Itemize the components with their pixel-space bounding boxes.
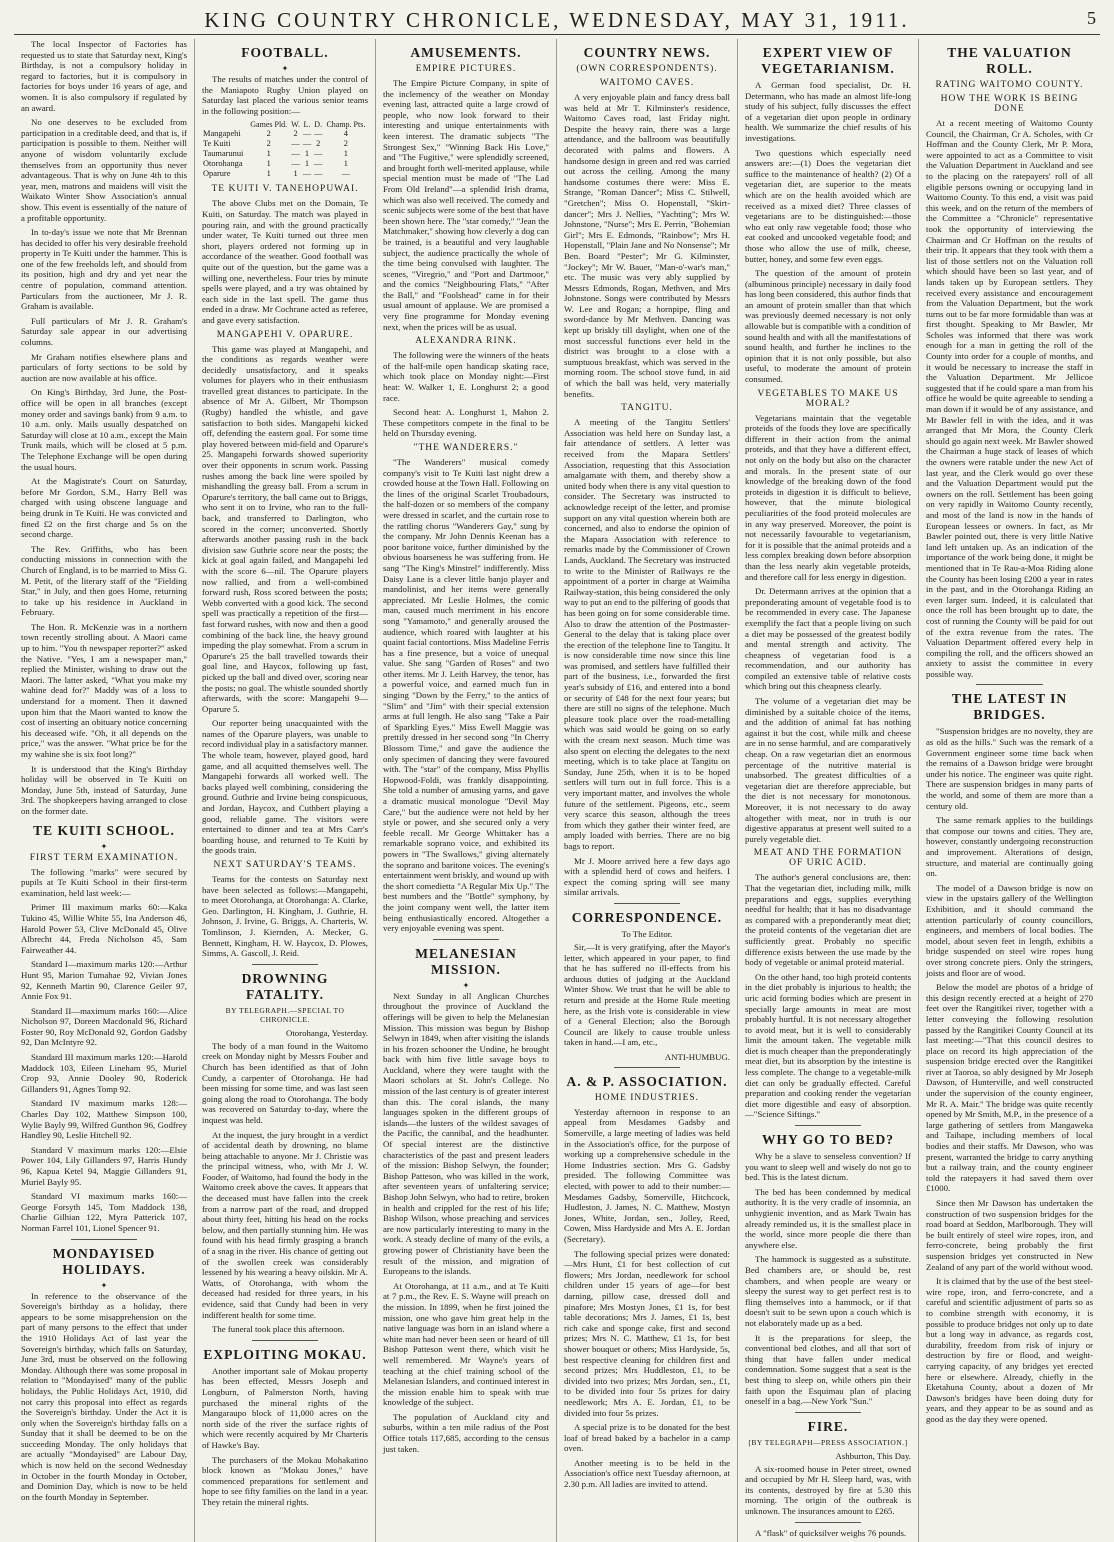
paragraph: A very enjoyable plain and fancy dress ball was held at Mr T. Kilminster's residence, Waitomo Caves road, last Friday night. Despite the heavy rain, there was a large attendance, and the ballroom was beautifully decorated with palms and flowers. A handsome design in green and red was carried out across the ceiling. Among the many handsome costumes there were: Miss E. Strange, "Roman Dancer"; Miss C. Stilwell, "Gretchen"; Miss O. Hopenstall, "Skirt-dancer"; Mrs J. Nellies, "Yachting"; Mrs W. Johnstone, "Nurse"; Mrs E. Perrin, "Bohemian Girl"; Mrs E. Edmonds, "Rainbow"; Mrs H. Hopenstall, "Plain Jane and No Nonsense"; Mr Ben. Board "Pester"; Mr G. Kilminster, "Jockey"; Mr W. Bauer, "Man-o'-war's man," etc. The music was very ably supplied by Messrs Edmonds, Rogan, Methven, and Mrs Johnstone. Songs were contributed by Messrs W. Lee and Rogan; a hornpipe, fling and sword-dance by Mr Methven. Dancing was kept up briskly till daylight, when one of the most successful functions ever held in the district was brought to a close with a sumptuous breakfast, which was served in the morning room. The school stove fund, in aid of which the ball was held, very materially benefits. <box>564 92 730 399</box>
article-heading: THE LATEST IN BRIDGES. <box>951 691 1068 723</box>
table-cell: Taumarunui <box>203 149 244 159</box>
table-cell: 4 <box>343 129 348 139</box>
paragraph: Another meeting is to be held in the Association's office next Tuesday afternoon, at 2.30 p.m. All ladies are invited to attend. <box>564 1457 730 1490</box>
table-cell: 2 <box>266 129 271 139</box>
paragraph: Primer III maximum marks 60:—Kaka Tukino 45, Willie White 55, Ina Anderson 46, Harold Power 53, Clive McDonald 45, Olive Albrecht 44, Freda Nicholson 45, Sam Fairweather 44. <box>21 902 187 955</box>
divider <box>71 1239 137 1240</box>
column-header: Champ. Pts. <box>326 120 366 130</box>
column-header <box>202 120 248 129</box>
paragraph: The author's general conclusions are, then: That the vegetarian diet, including milk, milk preparations and eggs, supplies everything needful for health; that it has no disadvantage as compared with a preponderantly meat diet; the proteid contents of the vegetarian diet are sufficiently great. Probably no specific difference exists between the use made by the body of vegetable or animal proteid material. <box>745 872 911 968</box>
column-4 <box>557 39 738 1542</box>
masthead-title: KING COUNTRY CHRONICLE, WEDNESDAY, MAY 31, 1911. <box>204 7 910 32</box>
article-subheading: EMPIRE PICTURES. <box>415 64 517 74</box>
paragraph: Two questions which especially need answers are:—(1) Does the vegetarian diet suffice to the maintenance of health? (2) Of a vegetarian diet, are superior to the meats which are on the health avoided which are received as a mixed diet? Three classes of vegetarians are to be distinguished:—those who eat only raw vegetable food; those who eat cooked and uncooked vegetable food; and those who allow the use of milk, cheese, butter, honey, and some few even eggs. <box>745 147 911 264</box>
table-cell: — <box>291 139 300 149</box>
paragraph: The Rev. Griffiths, who has been conducting missions in connection with the Church of England, is to be married to Miss G. M. Petit, of the literary staff of the "Fielding Star," in July, and then goes Home, returning to take up his residence in Auckland in February. <box>21 543 187 618</box>
paragraph: At the Magistrate's Court on Saturday, before Mr Gordon, S.M., Harry Bell was charged with using obscene language and being drunk in Te Kuiti. He was convicted and fined £2 on the first charge and 5s on the second charge. <box>21 476 187 540</box>
article-heading: FIRE. <box>807 1418 849 1434</box>
table-row <box>202 139 368 149</box>
table-cell: — <box>314 159 323 169</box>
paragraph: Another important sale of Mokau property has been effected, Messrs Joseph and Longburn, of Palmerston North, having purchased the mineral rights of the Mangaraupo block of 11,000 acres on the north side of the river the surface rights of which were recently acquired by Mr Charteris of Hawke's Bay. <box>202 1365 368 1450</box>
paragraph: Standard II—maximum marks 160:—Alice Nicholson 97, Doreen Macdonald 96, Richard Foster 90, Roy McDonald 92, Gordon Gadsby 92, Dan McIntyre 92. <box>21 1005 187 1048</box>
paragraph: Standard IV maximum marks 128:—Charles Day 102, Matthew Simpson 100, Wylie Bayly 99, Wilfred Gunthon 96, Godfrey Handley 90, Leslie Hitchell 92. <box>21 1098 187 1141</box>
divider <box>252 1340 318 1341</box>
paragraph: A meeting of the Tangitu Settlers' Association was held here on Sunday last, a fair attendance of settlers. A letter was received from the Mapara Settlers' Association, requesting that this Association amalgamate with them, and thereby show a united body when there is any vital question to consider. The Secretary was instructed to acknowledge receipt of the letter, and promise support on any vital question wherein both are concerned, and also to endorse the opinion of the Mapara Association with reference to remarks made by the Commissioner of Crown Lands, Auckland. The Secretary was instructed to write to the Minister of Railways re the appointment of a porter in charge at Waimiha Railway-station, this being considered the only way to put an end to the pilfering of goods that has been going on for some considerable time. Also to draw the attention of the Postmaster-General to the delay that is taking place over the erection of the telephone line to Tangitu. It is now considerable time now since this line was promised, and settlers have fulfilled their part of the business, i.e., forwarded the first year's subsidy of £16, and entered into a bond or security of £48 for the next four years; but there are still no signs of the telephone. Much pleasure took place over the road-metalling which was said would be going on so early with the cream next season. Much time was also spent on electing the delegates to the next meeting, which is to take place at Tangitu on Sunday, June 25th, when it is to be hoped settlers will turn out in full force. This is a very important matter, and involves the whole future of the settlement. Pigeons, etc., seem very scarce this season, although the trees from which they gather their winter feed, are amply loaded with berries. There are no big bags to report. <box>564 417 730 851</box>
paragraph: Mr Graham notifies elsewhere plans and particulars of forty sections to be sold by auction are now available at his office. <box>21 351 187 383</box>
table-cell: 2 <box>293 129 298 139</box>
table-row <box>202 149 368 159</box>
table-cell: 1 <box>293 169 298 179</box>
paragraph: In to-day's issue we note that Mr Brennan has decided to offer his very desirable freehold property in Te Kuiti under the hammer. This is one of the few freeholds left, and should from its position, high and dry and yet near the centre of population, command attention. Particulars from the auctioneer, Mr J. R. Graham is available. <box>21 227 187 312</box>
column-header: W. <box>291 120 300 130</box>
table-cell: — <box>291 149 300 159</box>
paragraph: Teams for the contests on Saturday next have been selected as follows:—Mangapehi, to meet Otorohanga, at Otorohanga: A. Clarke, Geo. Darlington, H. Kingham, J. Guthrie, H. Johnson, J. Irvine, G. Briggs, A. Charteris, W. Tomlinson, J. Kiernden, A. Mecker, G. Bennett, Kingham, H. W. Haycox, D. Plowes, Simms, A. Gascoll, J. Reid. <box>202 874 368 959</box>
paragraph: Full particulars of Mr J. R. Graham's Saturday sale appear in our advertising columns. <box>21 315 187 348</box>
paragraph: At a recent meeting of Waitomo County Council, the Chairman, Cr A. Scholes, with Cr Hoffman and the County Clerk, Mr P. Mora, were appointed to act as a Committee to visit the Valuation Department in Auckland and see to the placing on the ratepayers' roll of all eligible persons owning or occupying land in Waitomo County. To this end, a visit was paid this week, and on the return of the members of the Committee a "Chronicle" representative took the opportunity of interviewing the Chairman and Cr Hoffman on the results of their trip. It appears that they took with them a list of those settlers not on the Valuation roll which should have been so last year, and of lands taken up by European settlers. They received every assistance and encouragement from the Valuation Department, but the work turns out to be far more formidable than was at first thought. Speaking to Mr Bawler, Mr Scholes was informed that there was work enough for a man in getting the roll of the County into order for a couple of months, and it would be necessary to increase the staff in the Valuation Department. Mr Jellicoe suggested that if he could spare a man from his office he would be quite agreeable to sending a man down if it would be of any assistance, and Mr Bawler fell in with the idea, and it was arranged that Mr Mora, the County Clerk should go again next week. Mr Bawler showed the Chairman a huge stack of leases of which the owners were ratable under the new Act of last year, and the Clerk would go over these and the Valuation Department would put the owners on the roll. Settlement has been going on very rapidly in Waitomo County recently, and most of the land is now in the hands of European lessees or owners. In fact, as Mr Bawler pointed out, there is very little Native land left untaken up. As an indication of the importance of the work being done, it might be mentioned that in Te Rau-a-Moa Riding alone the County has been losing £200 a year in rates in the past, and in the Otorohanga Riding an even larger sum. Indeed, it is calculated that once the roll has been brought up to date, the cost of running the County will be paid for out of the extra revenue from the rates. The Valuation Department offered every help in compiling the roll, and the officers showed an anxiety to assist the committee in every possible way. <box>926 118 1093 679</box>
table-row <box>202 159 368 169</box>
paragraph: A "flask" of quicksilver weighs 76 pounds. <box>755 1527 907 1538</box>
article-heading: TE KUITI SCHOOL. <box>33 822 175 838</box>
paragraph: The purchasers of the Mokau Mohakatino block known as "Mokau Jones," have commenced preparations for settlement and hope to see fifty families on the land in a year. They retain the mineral rights. <box>202 1454 368 1507</box>
paragraph: Standard V maximum marks 120:—Elsie Power 104, Lily Gillanders 97, Harris Hundy 96, Kapua Ketel 94, Maggie Gillanders 91, Muriel Bayly 95. <box>21 1144 187 1187</box>
paragraph: The question of the amount of protein (albuminous principle) necessary in daily food has long been considered, this author finds that an amount of protein smaller than that which was previously deemed necessary is not only allowable but is compatible with a condition of sound health and with all the manifestations of sound health, and further he inclines to the opinion that it is not only possible, but also useful, to moderate the amount of protein consumed. <box>745 268 911 385</box>
article-heading: COUNTRY NEWS. <box>583 45 711 60</box>
separator-star-icon: ✦ <box>462 980 470 990</box>
article-heading: EXPERT VIEW OF VEGETARIANISM. <box>761 45 895 76</box>
article-subheading: TANGITU. <box>621 403 673 414</box>
paragraph: Yesterday afternoon in response to an appeal from Mesdames Gadsby and Somerville, a large meeting of ladies was held in the Association's office, for the purpose of working up a comprehensive schedule in the Home Industries section. Mrs G. Gadsby presided. The following Committee was elected, with power to add to their number:—Mesdames Gadsby, Somerville, Hitchcock, Hudleston, J. James, N. C. Matthew, Mostyn Jones, White, Jordan, sen., Jolley, Reed, Cowen, Miss Hardyside and Mrs A. E. Jordan (Secretary). <box>564 1106 730 1244</box>
table-cell: Te Kuiti <box>203 139 231 149</box>
signature: ANTI-HUMBUG. <box>664 1051 730 1062</box>
paragraph: Standard I—maximum marks 120:—Arthur Hunt 95, Marion Tumahae 92, Vivian Jones 92, Kenneth Martin 90, Clarence Geiler 97, Annie Fox 91. <box>21 959 187 1002</box>
article-subheading: NEXT SATURDAY'S TEAMS. <box>213 860 357 870</box>
column-2 <box>195 39 376 1542</box>
paragraph: The Hon. R. McKenzie was in a northern town recently strolling about. A Maori came up to him. "You th newspaper reporter?" asked the Native. "Yes, I am a newspaper man," replied the Minister, wishing to draw out the Maori. The latter asked, "What you make my wahine dead for?" Maddy was of a loss to understand for a moment. Then it dawned upon him that the Maori wanted to know the cost of inserting an obituary notice concerning his deceased wife. "Oh, it all depends on the price," was the answer. "What price be for the my wahine she is six foot long?" <box>21 621 187 759</box>
separator-star-icon: ✦ <box>100 841 108 851</box>
paragraph: The above Clubs met on the Domain, Te Kuiti, on Saturday. The match was played in pouring rain, and with the ground practically under water, Te Kuiti turned out three men short, players ordered not forming up in accordance of the weather. Good football was quite out of the question, but the game was a willing one, nevertheless. Four tries by minute spells were played, and a try was obtained by each side in the last spell. The game thus ended in a draw. Mr Cochrane acted as referee, and gave every satisfaction. <box>202 198 368 325</box>
column-6 <box>919 39 1100 1542</box>
column-3 <box>376 39 557 1542</box>
article-subheading: HOME INDUSTRIES. <box>594 1092 700 1103</box>
table-cell: — <box>302 139 312 149</box>
table-cell: — <box>291 159 300 169</box>
article-subheading: "THE WANDERERS." <box>413 443 519 453</box>
table-cell: Otorohanga <box>203 159 243 169</box>
column-header: D. <box>314 120 323 130</box>
paragraph: Why be a slave to senseless convention? If you want to sleep well and wisely do not go to bed. This is the latest dictum. <box>745 1151 911 1183</box>
paragraph: This game was played at Mangapehi, and the conditions as regards weather were decidedly unsatisfactory, and it speaks volumes for players who in their enthusiasm travelled great distances to participate. In the absence of Mr A. Gilbert, Mr Thompson (Rugby) handled the whistle, and gave satisfaction to both sides. Mangapehi kicked off, defending the eastern goal. For some time play hovered between mid-field and Oparure's 25. Mangapehi forwards showed superiority over their opponents in scrum work. Passing rushes among the back line were spoiled by mishandling the greasy ball. From a scrum in Oparure's territory, the ball came out to Briggs, who sent it on to Irvine, who ran to the full-back, and transferred to Darlington, who scored in the corner; unconverted. Shortly afterwards another passing rush in the back division saw Guthrie score near the posts; the kick at goal again failed, and Mangapehi led with the score 6—nil. The Oparure players now rallied, and from a well-combined forward rush, Ross scored between the posts; Webb converted with a good kick. The second spell was practically a repetition of the first—fast forward rushes, with now and then a good combining of the back line, the heavy ground impeding the play somewhat. From a scrum in Oparure's 25 the ball travelled towards their goal line, and Haycox, following up fast, picked up the ball and dived over, scoring near the posts; no goal. The whistle sounded shortly afterwards, with the score: Mangapehi 9—Oparure 5. <box>202 343 368 714</box>
article-heading: FOOTBALL. <box>241 45 329 60</box>
table-cell: — <box>314 169 323 179</box>
paragraph: At the inquest, the jury brought in a verdict of accidental death by drowning, no blame being attachable to anyone. Mr J. Christie was the principal witness, who, with Mr J. W. Fooder, of Waitomo, had found the body in the Waitomo creek above the caves. It appears that the deceased must have fallen into the creek from a narrow part of the road, and dropped about thirty feet, hitting his head on the rocks below, and then partially stunning him. He was found with his head firmly grasping a branch of a snag in the river. His chance of getting out of the swollen creek was considerably lessened by his wearing a heavy oilskin. Mr A. Watts, of Otorohanga, with whom the deceased had resided for three years, in his evidence, said that Cundy had been in very indifferent health for some time. <box>202 1129 368 1320</box>
paragraph: A special prize is to be donated for the best loaf of bread baked by a bachelor in a camp oven. <box>564 1422 730 1454</box>
article-heading: MELANESIAN MISSION. <box>415 945 517 977</box>
table-row <box>202 129 368 139</box>
paragraph: It is understood that the King's Birthday holiday will be observed in Te Kuiti on Monday, June 5th, instead of Saturday, June 3rd. The shopkeepers having arranged to close on the former date. <box>21 763 187 816</box>
table-cell: 1 <box>266 149 271 159</box>
table-cell: Mangapehi <box>203 129 241 139</box>
local-news <box>21 39 187 817</box>
article-heading: CORRESPONDENCE. <box>571 909 723 925</box>
paragraph: The following special prizes were donated:—Mrs Hunt, £1 for best collection of cut flowers; Mrs Jordan, needlework for school children under 15 years of age—for best darning, pillow case, dressed doll and pinafore; Mrs Mostyn Jones, £1 1s, for best table decorations; Mrs J. James, £1 1s, best rich cake and sponge cake, first and second prizes; Mrs N. C. Matthew, £1 1s, for best shower bouquet or others; Miss Hardyside, 5s, best respective cleaning for children first and second prizes; Mrs Huddleston, £1, to be divided into two prizes; Mrs Jordan, sen., £1, to be divided into four 5s prizes for dairy needlework; Mrs A. E. Jordan, £1, to be divided into four 5s prizes. <box>564 1248 730 1418</box>
divider <box>433 939 499 940</box>
article-subheading: WAITOMO CAVES. <box>599 78 695 88</box>
article-subheading: ALEXANDRA RINK. <box>415 336 517 347</box>
standings-table <box>202 120 368 179</box>
table-cell: 1 <box>304 149 310 159</box>
paragraph: Since then Mr Dawson has undertaken the construction of two suspension bridges for the road board at Seddon, Marlborough. They will be built entirely of steel wire ropes, iron, and ferro-concrete, being probably the first suspension bridges yet constructed in New Zealand of any part of the world without wood. <box>926 1198 1093 1272</box>
table-cell: Oparure <box>203 169 231 179</box>
paragraph: The same remark applies to the buildings that compose our towns and cities. They are, however, constantly undergoing reconstruction and improvement. Alterations of design, structure, and material are continually going on. <box>926 815 1093 879</box>
paragraph: On King's Birthday, 3rd June, the Post-office will be open in all branches (except money order and savings bank) from 9 a.m. to 10 a.m. only. Mails usually despatched on Saturday will close at 10 a.m., except the Main Trunk mails, which will be closed at 5 p.m. The Telephone Exchange will be open during the usual hours. <box>21 387 187 472</box>
paragraph: On the other hand, too high proteid contents in the diet probably is injurious to health; the uric acid forming bodies which are present in specially large amounts in meat are most probably hurtful. It is not necessary altogether to avoid meat, but it is well to considerably limit the amount taken. The vegetable milk diet is much cheaper than the preponderatingly meat diet, but its absorption by the intestine is less complete. The change to a vegetable-milk diet can only be gradually effected. Careful preparation and cooking render the vegetarian diet more digestible and easy of absorption.—"Science Siftings." <box>745 971 911 1120</box>
telegraph-credit: BY TELEGRAPH.—SPECIAL TO CHRONICLE. <box>225 1005 345 1024</box>
article-subheading: TE KUITI V. TANEHOPUWAI. <box>211 184 359 195</box>
article-heading: MONDAYISED HOLIDAYS. <box>52 1245 156 1277</box>
article-subheading: VEGETABLES TO MAKE US MORAL? <box>757 388 899 409</box>
article-subheading: (OWN CORRESPONDENTS). <box>576 64 718 74</box>
paragraph: Below the model are photos of a bridge of this design recently erected at a height of 270 feet over the Rangitikei river, together with a letter conveying the following resolution passed by the Rangitikei County Council at its last meeting:—"That this council desires to place on record its high appreciation of the suspension bridge erected over the Rangitikei river at Taoroa, so ably designed by Mr Joseph Dawson, of Hunterville, and well constructed under the supervision of the county engineer, Mr R. A. Mair." The bridge was quite recently opened by Mr Smith, M.P., in the presence of a large gathering of settlers from Mangaweka and Taihape, including members of local bodies and their staffs. Mr Dawson, who was present, warranted the bridge to carry anything but a railway train, and the county engineer told the ratepayers it had saved them over £1000. <box>926 982 1093 1194</box>
paragraph: The results of matches under the control of the Maniapoto Rugby Union played on Saturday last placed the various senior teams in the following position:— <box>202 74 368 116</box>
paragraph: Next Sunday in all Anglican Churches throughout the province of Auckland the offerings will be given to help the Melanesian Mission. This mission was begun by Bishop Selwyn in 1849, when after visiting the islands in his frozen schooner the Undine, he brought back with him five little savage boys to Auckland, where they were taught with the Maori scholars at St. John's College. No mission of the last century is of greater interest than this. The coral islands, the many languages spoken in the different groups of islands—the lusters of the wildest savages of the Pacific, the cannibal, and the headhunter. Of special interest are the distinctive characteristics of the past and present leaders of the mission: Bishop Selwyn, the founder; Bishop Patteson, who was killed in the work, after seventeen years of unfaltering service; Bishop John Selwyn, who had to retire, broken in health and crippled for the rest of his life; Bishop Wilson, whose preaching and services are now particularly interesting to many in the work. A steady decline of many of the evils, a growing power of Christianity have been the result of the mission, and migration of Europeans to the islands. <box>383 990 549 1277</box>
paragraph: The hammock is suggested as a substitute. Bed chambers are, or should be, rest chambers, and when people are weary or sleepy the surest way to get perfect rest is to fling themselves into a hammock, or if that doesn't suit to be sewn upon a couch which is not elaborately made up as a bed. <box>745 1254 911 1328</box>
separator-star-icon: ✦ <box>281 64 289 73</box>
table-cell: 1 <box>266 159 271 169</box>
paragraph: Dr. Determann arrives at the opinion that a preponderating amount of vegetable food is to be recommended in every case. The Japanese exemplify the fact that a people living on such a diet may be possessed of the greatest bodily and mental strength and activity. The cheapness of vegetarian food is a recommendation, and our authority has compiled an extensive table of relative costs which bring out this cheapness clearly. <box>745 586 911 692</box>
article-subheading: MANGAPEHI V. OPARURE. <box>216 329 354 340</box>
paragraph: The following "marks" were secured by pupils at Te Kuiti School in their first-term examination, held last week:— <box>21 866 187 898</box>
divider <box>614 1067 680 1068</box>
table-cell: — <box>314 149 323 159</box>
masthead <box>14 6 1100 35</box>
paragraph: The funeral took place this afternoon. <box>212 1324 345 1335</box>
table-row <box>202 169 368 179</box>
table-cell: 1 <box>343 159 348 169</box>
paragraph: In reference to the observance of the Sovereign's birthday as a holiday, there appears to be some misapprehension on the part of many persons to the effect that under the 1910 Holidays Act of last year the Sovereign's birthday, which falls on Saturday, June 3rd, must be observed on the following Monday. Although there was some proposal in relation to "Mondayised" many of the public holidays, the Public Holidays Act, 1910, did not carry this proposal into effect as regards the Sovereign's birthday. Under the Act it is only when the Sovereign's birthday falls on a Sunday that it shall be deemed to be on the succeeding Monday. The only holidays that are actually "Mondayised" are Labour Day, which is now held on the second Wednesday in October in the fourth Monday in October, and Dominion Day, which is now to be held on the fourth Monday in September. <box>21 1290 187 1502</box>
paragraph: The body of a man found in the Waitomo creek on Monday night by Messrs Fouber and Church has been identified as that of John Cundy, a carpenter of Otorohanga. He had been missing for some time, and was last seen going along the road to Otorohanga. The body was recovered on Saturday to-day, where the inquest was held. <box>202 1040 368 1125</box>
article-heading: DROWNING FATALITY. <box>241 970 329 1002</box>
paragraph: Sir,—It is very gratifying, after the Mayor's letter, which appeared in your paper, to find that he has suffered no ill-effects from his arduous duties of judging at the Auckland Winter Show. We trust that he will be able to return and preside at the Home Rule meeting here, as the Irish vote is considerable in view of a General Election; also the Borough Council are likely to cause trouble unless taken in hand.—I am, etc., <box>564 941 730 1048</box>
article-heading: THE VALUATION ROLL. <box>947 45 1072 76</box>
dateline: Otorohanga, Yesterday. <box>285 1027 368 1038</box>
divider <box>614 903 680 904</box>
paragraph: No one deserves to be excluded from participation in a creditable deed, and that is, if participation is possible to them. Neither will anyone of wisdom voluntarily exclude themselves from an opportunity thus never advantageous. That is why on June 4th to this year, men, matrons and maidens will visit the Waikato Winter Show Association's annual show. This event is essentially of the nature of a profitable opportunity. <box>21 117 187 223</box>
divider <box>976 684 1043 685</box>
divider <box>252 964 318 965</box>
paragraph: It is the preparations for sleep, the conventional bed clothes, and all that sort of thing that have fallen under medical condemnation. Some suggest that a seat is the best thing to sleep on, while others pin their faith upon the Esquimau plan of placing oneself in a bag.—New York "Sun." <box>745 1332 911 1407</box>
divider <box>795 1125 861 1126</box>
paragraph: Standard VI maximum marks 160:—George Forsyth 145, Tom Maddock 138, Charlie Gilhian 122, Myra Patterick 107, Norman Farrel 101, Lionel Spencer 91. <box>21 1191 187 1233</box>
paragraph: Vegetarians maintain that the vegetable proteids of the foods they love are specifically different in their action from the animal proteids, and that they have a different effect, not only on the body but also on the character and morals. In the present state of our knowledge of the breaking down of the food proteids in digestion it is difficult to believe, however, that the minute biological peculiarities of the food proteid molecules are in any way preserved. Moreover, the point is not necessarily favourable to vegetarianism, for it is possible that the animal proteids and a less complex breaking down before absorption than the less nearly akin vegetable proteids, and therefore call for less energy in digestion. <box>745 412 911 582</box>
table-header-row <box>202 120 368 129</box>
paragraph: Standard III maximum marks 120:—Harold Maddock 103, Eileen Lineham 95, Muriel Crop 93, Annie Dooley 90, Roderick Gillanders 91, Agnes Tomp 92. <box>21 1052 187 1094</box>
column-header: L. <box>303 120 311 130</box>
article-heading: EXPLOITING MOKAU. <box>203 1346 367 1362</box>
paragraph: The bed has been condemned by medical authority. It is the very cradle of insomnia, an unhygienic invention, and as Mark Twain has already reminded us, it is the smallest place in the world, since more people die there than anywhere else. <box>745 1186 911 1250</box>
columns <box>14 39 1100 1538</box>
paragraph: The local Inspector of Factories has requested us to state that Saturday next, King's Birthday, is not a compulsory holiday in regard to factories, but it is compulsory in factories for boys under 16 years of age, and women. It is also compulsory if regulated by an award. <box>21 39 187 113</box>
telegraph-credit: [BY TELEGRAPH—PRESS ASSOCIATION.] <box>748 1437 908 1447</box>
paragraph: The following were the winners of the heats of the half-mile open handicap skating race, which took place on Monday night:—First heat: W. Walker 1, E. Longhurst 2; a good race. <box>383 350 549 403</box>
divider <box>795 1522 861 1523</box>
table-cell: 2 <box>316 139 321 149</box>
page-number: 5 <box>1087 8 1096 28</box>
table-cell: — <box>302 169 312 179</box>
paragraph: At Otorohanga, at 11 a.m., and at Te Kuiti at 7 p.m., the Rev. E. S. Wayne will preach on the mission. In 1899, when he first joined the mission, one who gave him great help in the native language was born in an island where a white man had never been seen or heard of till Bishop Patteson went there, which visit he well remembered. Mr Wayne's years of teaching at the chief training school of the Melanesian Islanders, and continued interest in the mission enable him to speak with true knowledge of the subject. <box>383 1280 549 1408</box>
table-cell: 1 <box>266 169 271 179</box>
article-heading: AMUSEMENTS. <box>410 45 522 60</box>
salutation: To The Editor. <box>621 928 673 939</box>
table-cell: — <box>314 129 323 139</box>
table-cell: 2 <box>343 139 348 149</box>
paragraph: A German food specialist, Dr. H. Determann, who has made an almost life-long study of his subject, fully discusses the effect of a vegetarian diet upon people in ordinary health. We summarize the chief results of his investigations. <box>745 80 911 143</box>
column-header: Games Pld. <box>250 120 288 130</box>
column-5 <box>738 39 919 1542</box>
article-subheading: FIRST TERM EXAMINATION. <box>29 852 179 863</box>
table-cell: — <box>302 129 312 139</box>
article-subheading: MEAT AND THE FORMATION OF URIC ACID. <box>753 848 903 869</box>
paragraph: The model of a Dawson bridge is now on view in the upstairs gallery of the Wellington Exhibition, and it should command the attention particularly of county councillors, engineers, and members of local bodies. The model, about seven feet in length, exhibits a bridge suspended on steel wire ropes hung over strong concrete piers. Only the stringers, joists and floor are of wood. <box>926 882 1093 978</box>
table-cell: 2 <box>266 139 271 149</box>
table-cell: 1 <box>343 149 348 159</box>
paragraph: "Suspension bridges are no novelty, they are as old as the hills." Such was the remark of a Government engineer some time back when the remains of a Dawson bridge were brought under his notice. The engineer was quite right. There are suspension bridges in many parts of the world, and some of them are more than a century old. <box>926 726 1093 811</box>
paragraph: Mr J. Moore arrived here a few days ago with a splendid herd of cows and heifers. I expect the coming spring will see many similar arrivals. <box>564 855 730 898</box>
separator-star-icon: ✦ <box>100 1280 108 1290</box>
paragraph: The volume of a vegetarian diet may be diminished by a suitable choice of the items, and the addition of animal fat has nothing against it but the cost, while milk and cheese are in no sense harmful, and are comparatively cheap. On a raw vegetarian diet an enormous percentage of the nutritive material is unabsorbed. The greatest difficulties of a vegetarian diet are therefore appreciable, but the diet is not necessary for monotonous. Moreover, it is not necessary to do away altogether with meat, nor in truth is our digestive apparatus at present well suited to a purely vegetable diet. <box>745 696 911 844</box>
paragraph: Second heat: A. Longhurst 1, Mahon 2. These competitors compete in the final to be held on Thursday evening. <box>383 407 549 439</box>
column-1 <box>14 39 195 1542</box>
paragraph: "The Wanderers" musical comedy company's visit to Te Kuiti last night drew a crowded house at the Town Hall. Following on the lines of the original Scarlet Troubadours, the half-dozen or so members of the company were dressed in scarlet, and the curtain rose to the rattling chorus "Wanderers Gay," sung by the company. Mr John Dennis Keenan has a poor baritone voice, further diminished by the obvious hoarseness he was suffering from. He sang "The King's Minstrel" indifferently. Miss Daisy Lane is a clever little banjo player and mandolinist, and her items were generally appreciated. Mr Leslie Holmes, the comic man, caused much merriment in his encore song "Yamamoto," and generally aroused the audience, which roared with laughter at his quaint facial contortions. Miss Madeline Ferris has a fine presence, but a voice of unequal value. She sang "Garden of Roses" and two other items. Mr J. Leith Harvey, the tenor, has a powerful voice, and earned much fun in singing "Down by the Ferry," to the antics of "Slim" and "Jim" with their special extension arms at full length. He also sang "Take a Pair of Sparkling Eyes." Miss Ewell Maggie was prettily dressed in her second song "In Cherry Blossom Time," and gave the audience the only specimen of dancing they were favoured with. The "star" of the company, Miss Phyllis Hopwood-Foldi, was frankly disappointing. She told a number of amusing yarns, and gave a dramatic musical monologue "Devil May Care," but the audience were not held by her style or power, and she secured only a very feeble recall. Mr George Whittaker has a remarkable soprano voice, and exhibited its powers in "The Swallows," giving alternately the soprano and baritone voices. The evening's entertainment went briskly, and wound up with the short comedietta "A Regular Mix Up." The best numbers and the "Bottle" symphony, by the joint company went well, the latter item being enthusiastically encored. Altogether a very enjoyable evening was spent. <box>383 457 549 934</box>
paragraph: It is claimed that by the use of the best steel-wire rope, iron, and ferro-concrete, and a careful and scientific adjustment of parts so as to combine strength with economy, it is possible to produce bridges not only up to date but a long way in advance, as regards cost, durability, freedom from risk of injury or destruction by fire or flood, and weight-carrying capacity, of any bridges yet erected here or elsewhere. Already, chiefly in the Eketahuna County, about a dozen of Mr Dawson's bridges have been doing duty for years, and they appear to be as sound and as good as the day they were opened. <box>926 1276 1093 1424</box>
article-heading: A. & P. ASSOCIATION. <box>566 1073 728 1089</box>
table-cell: — <box>341 169 351 179</box>
paragraph: The Empire Picture Company, in spite of the inclemency of the weather on Monday evening last, attracted quite a large crowd of people, who now look forward to their interesting and unique entertainments with keen interest. The dramatic subjects "The Strongest Sex," "Winning Back His Love," and "The Fugitive," were splendidly screened, and brought forth well-merited applause, while special mention must be made of "The Lad From Old Ireland"—a splendid Irish drama, which was also well received. The comedy and scenic subjects were some of the best that have been shown here. The "star comedy," "Jean the Matchmaker," showing how cleverly a dog can be trained, is a beautiful and very laughable subject, the audience practically the whole of the time being convulsed with laughter. The scenes, "Viregrio," and "Port and Dartmoor," and the comics "Neighbouring Flats," "After the Ball," and "Foolshead" came in for their usual amount of applause. We are promised a very fine programme for Monday evening next, when the prices will be as usual. <box>383 78 549 332</box>
paragraph: Our reporter being unacquainted with the names of the Oparure players, was unable to record individual play in a satisfactory manner. The whole team, however, played good, hard game, and all acquitted themselves well. The Mangapehi forwards all worked well. The backs played well combining, considering the ground. Guthrie and Irvine being conspicuous, and Jordan, Haycox, and Cuthbert playing a good, reliable game. The visitors were entertained to dinner and tea at Mrs Carr's boarding house, and returned to Te Kuiti by the goods train. <box>202 718 368 856</box>
table-cell: 1 <box>304 159 310 169</box>
article-heading: WHY GO TO BED? <box>762 1132 894 1148</box>
article-subheading: RATING WAITOMO COUNTY. <box>935 80 1084 90</box>
dateline: Ashburton, This Day. <box>835 1450 911 1461</box>
paragraph: The population of Auckland city and suburbs, within a ten mile radius of the Post Office totals 117,685, according to the census just taken. <box>383 1411 549 1454</box>
article-subheading: HOW THE WORK IS BEING DONE <box>940 94 1079 114</box>
paragraph: A six-roomed house in Peter street, owned and occupied by Mr H. Sleep hard, was, with its contents, destroyed by fire at 5.30 this morning. The origin of the outbreak is unknown. The insurances amount to £265. <box>745 1463 911 1517</box>
divider <box>795 1412 861 1413</box>
